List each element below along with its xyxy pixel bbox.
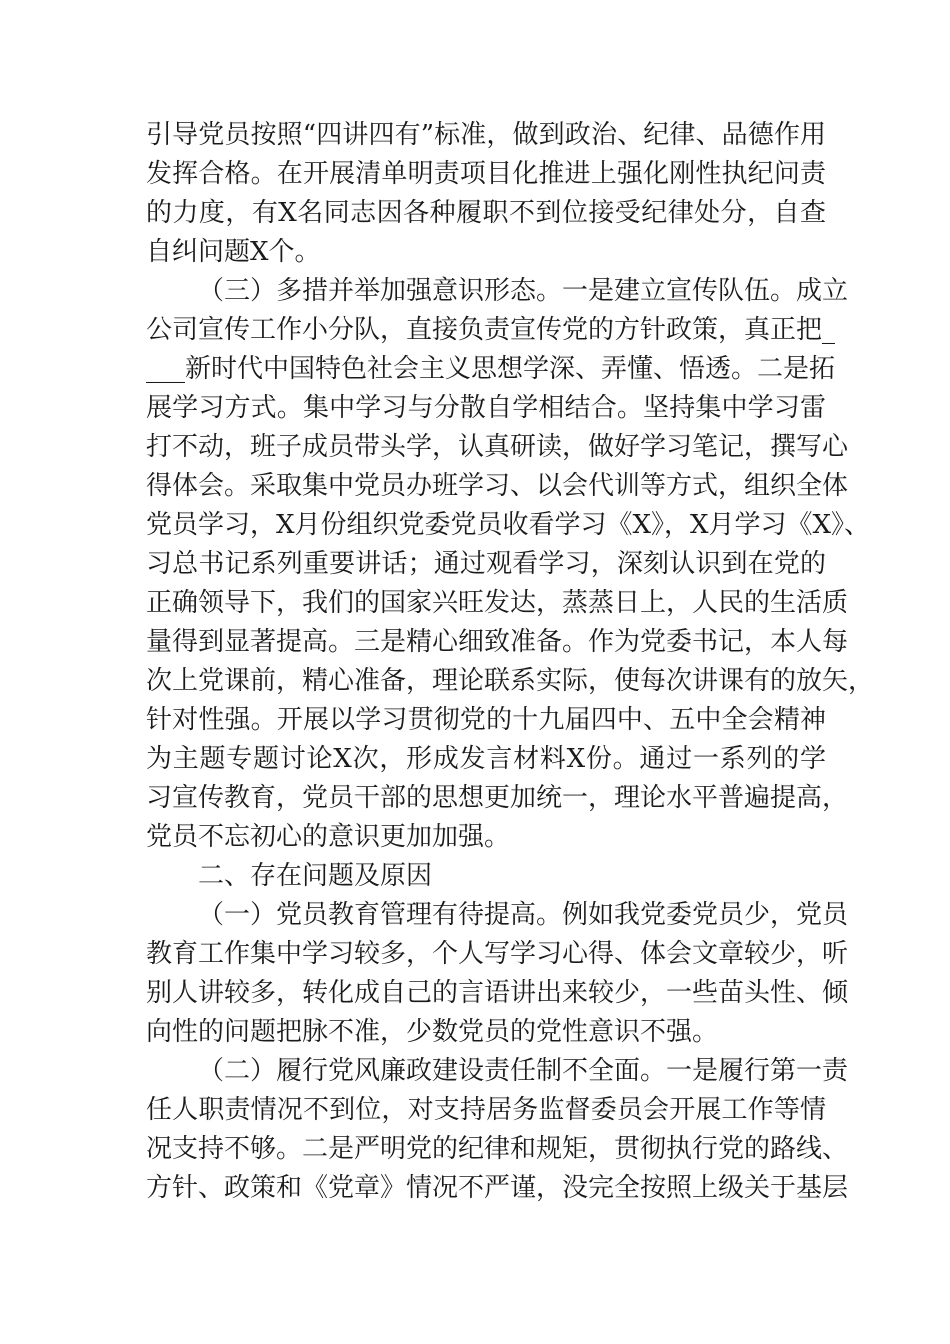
- text-line: 自纠问题X个。: [146, 237, 321, 267]
- text-line: ___新时代中国特色社会主义思想学深、弄懂、悟透。二是拓: [146, 354, 836, 384]
- text-line: 针对性强。开展以学习贯彻党的十九届四中、五中全会精神: [146, 705, 826, 735]
- text-line: 况支持不够。二是严明党的纪律和规矩，贯彻执行党的路线、: [146, 1134, 849, 1164]
- section-heading: 二、存在问题及原因: [198, 861, 433, 891]
- text-line: 次上党课前，精心准备，理论联系实际，使每次讲课有的放矢，: [146, 666, 875, 696]
- text-line: 教育工作集中学习较多，个人写学习心得、体会文章较少，听: [146, 939, 849, 969]
- text-line: 发挥合格。在开展清单明责项目化推进上强化刚性执纪问责: [146, 159, 826, 189]
- text-line: 别人讲较多，转化成自己的言语讲出来较少，一些苗头性、倾: [146, 978, 849, 1008]
- text-line: 正确领导下，我们的国家兴旺发达，蒸蒸日上，人民的生活质: [146, 588, 849, 618]
- document-body: [146, 116, 875, 1208]
- text-line: 习宣传教育，党员干部的思想更加统一，理论水平普遍提高，: [146, 783, 849, 813]
- text-line: 引导党员按照“四讲四有”标准，做到政治、纪律、品德作用: [146, 120, 826, 150]
- text-line: 方针、政策和《党章》情况不严谨，没完全按照上级关于基层: [146, 1173, 849, 1203]
- text-line: 展学习方式。集中学习与分散自学相结合。坚持集中学习雷: [146, 393, 826, 423]
- text-line: 任人职责情况不到位，对支持居务监督委员会开展工作等情: [146, 1095, 826, 1125]
- text-line: 公司宣传工作小分队，直接负责宣传党的方针政策，真正把_: [146, 315, 836, 345]
- text-line: 为主题专题讨论X次，形成发言材料X份。通过一系列的学: [146, 744, 826, 774]
- text-line: （三）多措并举加强意识形态。一是建立宣传队伍。成立: [198, 276, 849, 306]
- text-line: 党员学习，X月份组织党委党员收看学习《X》，X月学习《X》、: [146, 510, 871, 540]
- text-line: 习总书记系列重要讲话；通过观看学习，深刻认识到在党的: [146, 549, 826, 579]
- text-line: 打不动，班子成员带头学，认真研读，做好学习笔记，撰写心: [146, 432, 849, 462]
- text-line: 的力度，有X名同志因各种履职不到位接受纪律处分，自查: [146, 198, 826, 228]
- text-line: 得体会。采取集中党员办班学习、以会代训等方式，组织全体: [146, 471, 849, 501]
- text-line: 向性的问题把脉不准，少数党员的党性意识不强。: [146, 1017, 719, 1047]
- text-line: 量得到显著提高。三是精心细致准备。作为党委书记，本人每: [146, 627, 849, 657]
- text-line: 党员不忘初心的意识更加加强。: [146, 822, 511, 852]
- text-line: （二）履行党风廉政建设责任制不全面。一是履行第一责: [198, 1056, 849, 1086]
- text-line: （一）党员教育管理有待提高。例如我党委党员少，党员: [198, 900, 849, 930]
